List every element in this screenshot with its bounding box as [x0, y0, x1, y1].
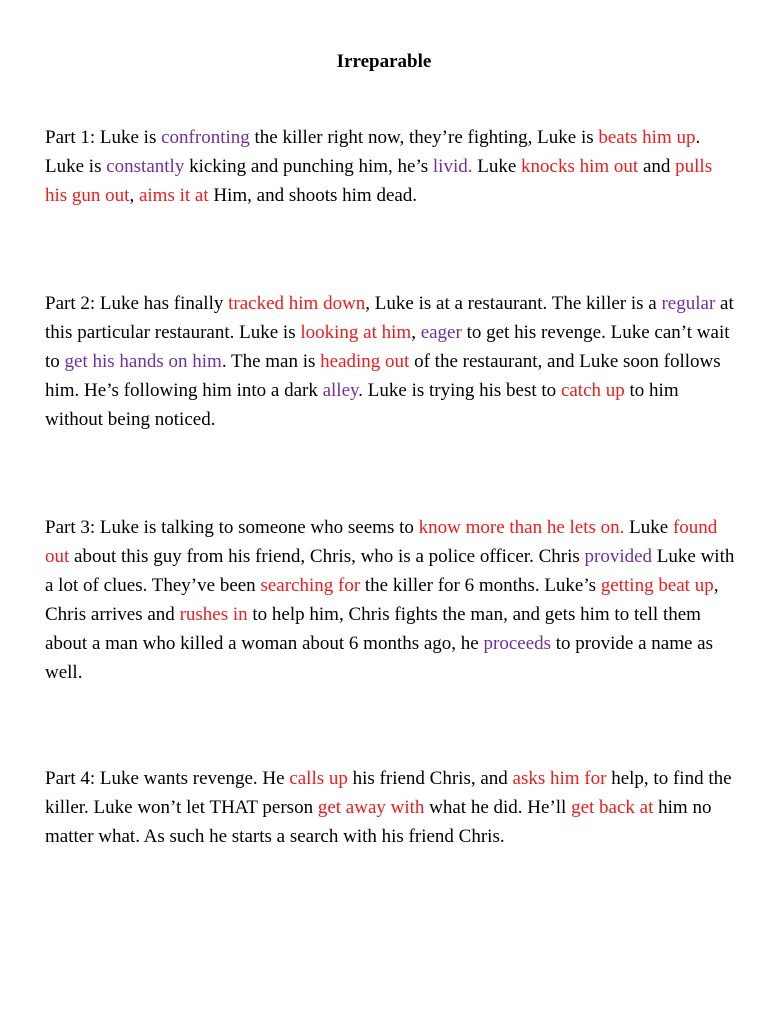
highlight-purple: provided — [584, 546, 653, 567]
text-segment: , Luke is at a restaurant. The killer is a — [365, 293, 662, 314]
text-segment: . The man is — [221, 351, 321, 372]
highlight-purple: constantly — [106, 156, 185, 177]
highlight-red: get away with — [317, 797, 425, 818]
text-segment: to help him, Chris fights the man, and gets him to tell them about a man who killed a woman about 6 months ago, he — [45, 604, 701, 654]
text-segment: Part 1: Luke is — [45, 127, 162, 148]
text-segment: . Luke is — [45, 127, 701, 177]
text-segment: Part 4: Luke wants revenge. He — [45, 768, 290, 789]
text-segment: Luke — [472, 156, 522, 177]
highlight-red: looking at him — [300, 322, 412, 343]
highlight-red: beats him up — [598, 127, 696, 148]
highlight-red: getting beat up — [600, 575, 714, 596]
text-segment: to provide a name as well. — [45, 633, 714, 683]
text-segment: and — [638, 156, 676, 177]
text-segment: at this particular restaurant. Luke is — [45, 293, 734, 343]
highlight-red: aims it at — [138, 185, 209, 206]
text-segment: . Luke is trying his best to — [358, 380, 561, 401]
paragraph-part-2 — [45, 289, 735, 434]
highlight-red: tracked him down — [228, 293, 366, 314]
text-segment: of the restaurant, and Luke soon follows him. He’s following him into a dark — [45, 351, 721, 401]
text-segment: , — [411, 322, 421, 343]
paragraph-part-4 — [45, 764, 735, 851]
highlight-red: knocks him out — [521, 156, 639, 177]
highlight-purple: regular — [661, 293, 716, 314]
text-segment: Part 2: Luke has finally — [45, 293, 229, 314]
paragraph-part-1 — [45, 123, 735, 210]
text-segment: Luke — [624, 517, 673, 538]
highlight-red: know more than he lets on. — [418, 517, 625, 538]
highlight-red: searching for — [260, 575, 361, 596]
highlight-red: asks him for — [512, 768, 607, 789]
highlight-purple: get his hands on him — [64, 351, 222, 372]
highlight-red: catch up — [560, 380, 625, 401]
highlight-red: found out — [45, 517, 718, 567]
highlight-red: get back at — [571, 797, 654, 818]
text-segment: Him, and shoots him dead. — [208, 185, 418, 206]
text-segment: Luke with a lot of clues. They’ve been — [45, 546, 735, 596]
highlight-purple: eager — [420, 322, 462, 343]
paragraph-part-3 — [45, 513, 735, 687]
highlight-red: calls up — [289, 768, 348, 789]
highlight-red: heading out — [320, 351, 410, 372]
highlight-purple: livid. — [432, 156, 473, 177]
highlight-red: rushes in — [179, 604, 248, 625]
document-title: Irreparable — [336, 51, 432, 72]
highlight-purple: alley — [322, 380, 359, 401]
text-segment: , Chris arrives and — [45, 575, 719, 625]
text-segment: the killer right now, they’re fighting, Luke is — [249, 127, 599, 148]
text-segment: to him without being noticed. — [45, 380, 679, 430]
text-segment: help, to find the killer. Luke won’t let THAT person — [45, 768, 732, 818]
text-segment: about this guy from his friend, Chris, who is a police officer. Chris — [69, 546, 585, 567]
highlight-red: pulls his gun out — [45, 156, 713, 206]
text-segment: , — [129, 185, 139, 206]
highlight-purple: confronting — [161, 127, 250, 148]
text-segment: him no matter what. As such he starts a search with his friend Chris. — [45, 797, 712, 847]
text-segment: Part 3: Luke is talking to someone who seems to — [45, 517, 419, 538]
text-segment: to get his revenge. Luke can’t wait to — [45, 322, 730, 372]
highlight-purple: proceeds — [483, 633, 552, 654]
text-segment: his friend Chris, and — [347, 768, 513, 789]
text-segment: what he did. He’ll — [424, 797, 572, 818]
text-segment: the killer for 6 months. Luke’s — [360, 575, 601, 596]
text-segment: kicking and punching him, he’s — [184, 156, 433, 177]
